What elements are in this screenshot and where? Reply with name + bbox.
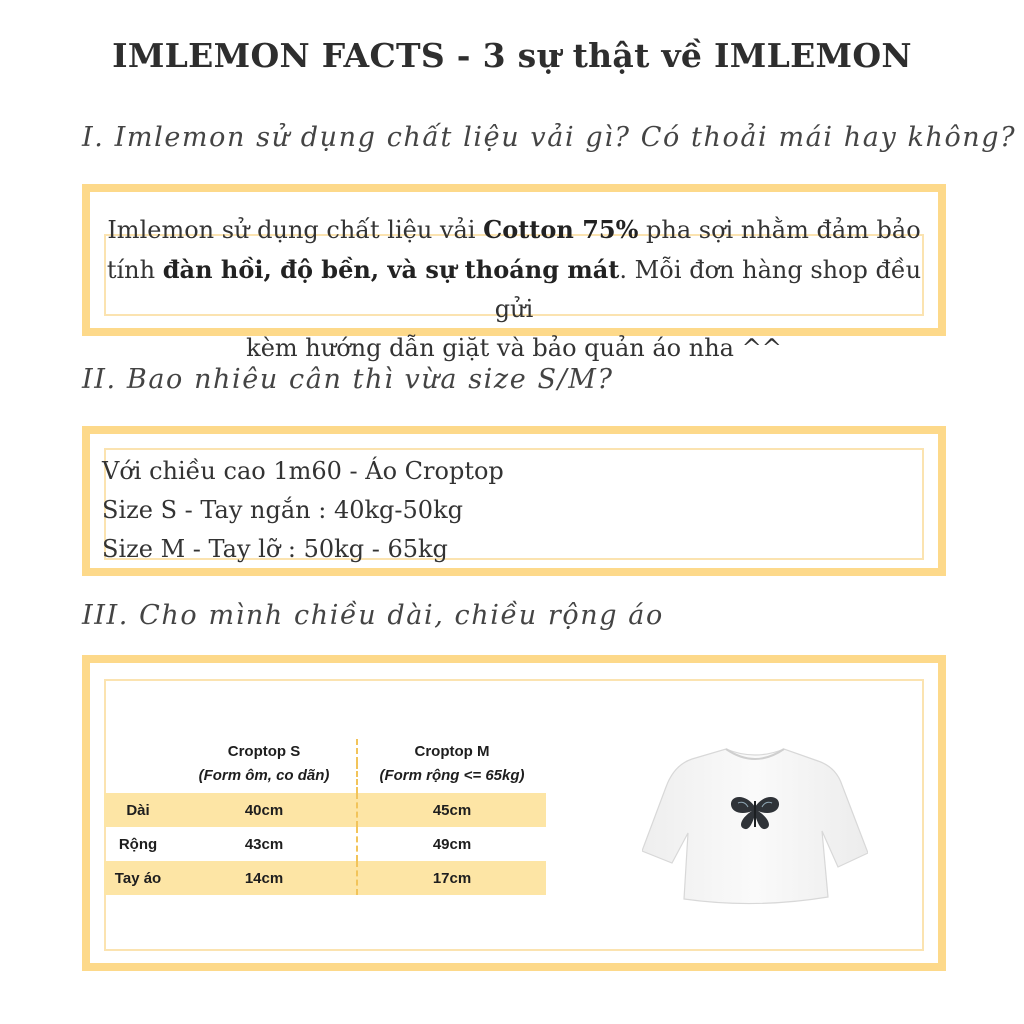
table-row	[104, 827, 546, 861]
col-s-subtitle: (Form ôm, co dãn)	[198, 766, 330, 784]
cell-m: 49cm	[357, 827, 546, 861]
row-label: Dài	[104, 793, 172, 827]
section1-box	[82, 184, 946, 362]
section1-line2: tính đàn hồi, độ bền, và sự thoáng mát. Mỗi đơn hàng shop đều gửi	[106, 255, 922, 323]
section2-line: Size M - Tay lỡ : 50kg - 65kg	[102, 535, 448, 563]
cell-s: 14cm	[172, 861, 357, 895]
section2-question: II. Bao nhiêu cân thì vừa size S/M?	[82, 364, 614, 395]
section1-line1: Imlemon sử dụng chất liệu vải Cotton 75% pha sợi nhằm đảm bảo	[107, 215, 921, 244]
section3-question: III. Cho mình chiều dài, chiều rộng áo	[82, 600, 664, 631]
section2-text	[102, 452, 504, 569]
croptop-shirt-image	[642, 735, 868, 905]
section2-line: Với chiều cao 1m60 - Áo Croptop	[102, 457, 504, 485]
row-label: Rộng	[118, 835, 158, 853]
cell-m: 45cm	[357, 793, 546, 827]
section1-question: I. Imlemon sử dụng chất liệu vải gì? Có thoải mái hay không?	[82, 122, 1017, 153]
col-m-subtitle: (Form rộng <= 65kg)	[357, 763, 546, 793]
table-row	[104, 793, 546, 827]
cell-s: 43cm	[244, 835, 284, 853]
cell-s: 40cm	[172, 793, 357, 827]
col-s-title: Croptop S	[227, 742, 301, 760]
section1-text	[90, 210, 938, 368]
section2-box	[82, 426, 946, 576]
cell-m: 17cm	[357, 861, 546, 895]
size-table	[104, 739, 546, 895]
table-row	[104, 861, 546, 895]
col-m-title: Croptop M	[357, 739, 546, 763]
page-title: IMLEMON FACTS - 3 sự thật về IMLEMON	[112, 36, 912, 75]
section3-box	[82, 655, 946, 971]
row-label: Tay áo	[104, 861, 172, 895]
section1-line3: kèm hướng dẫn giặt và bảo quản áo nha ^^	[246, 334, 782, 362]
section2-line: Size S - Tay ngắn : 40kg-50kg	[102, 496, 463, 524]
